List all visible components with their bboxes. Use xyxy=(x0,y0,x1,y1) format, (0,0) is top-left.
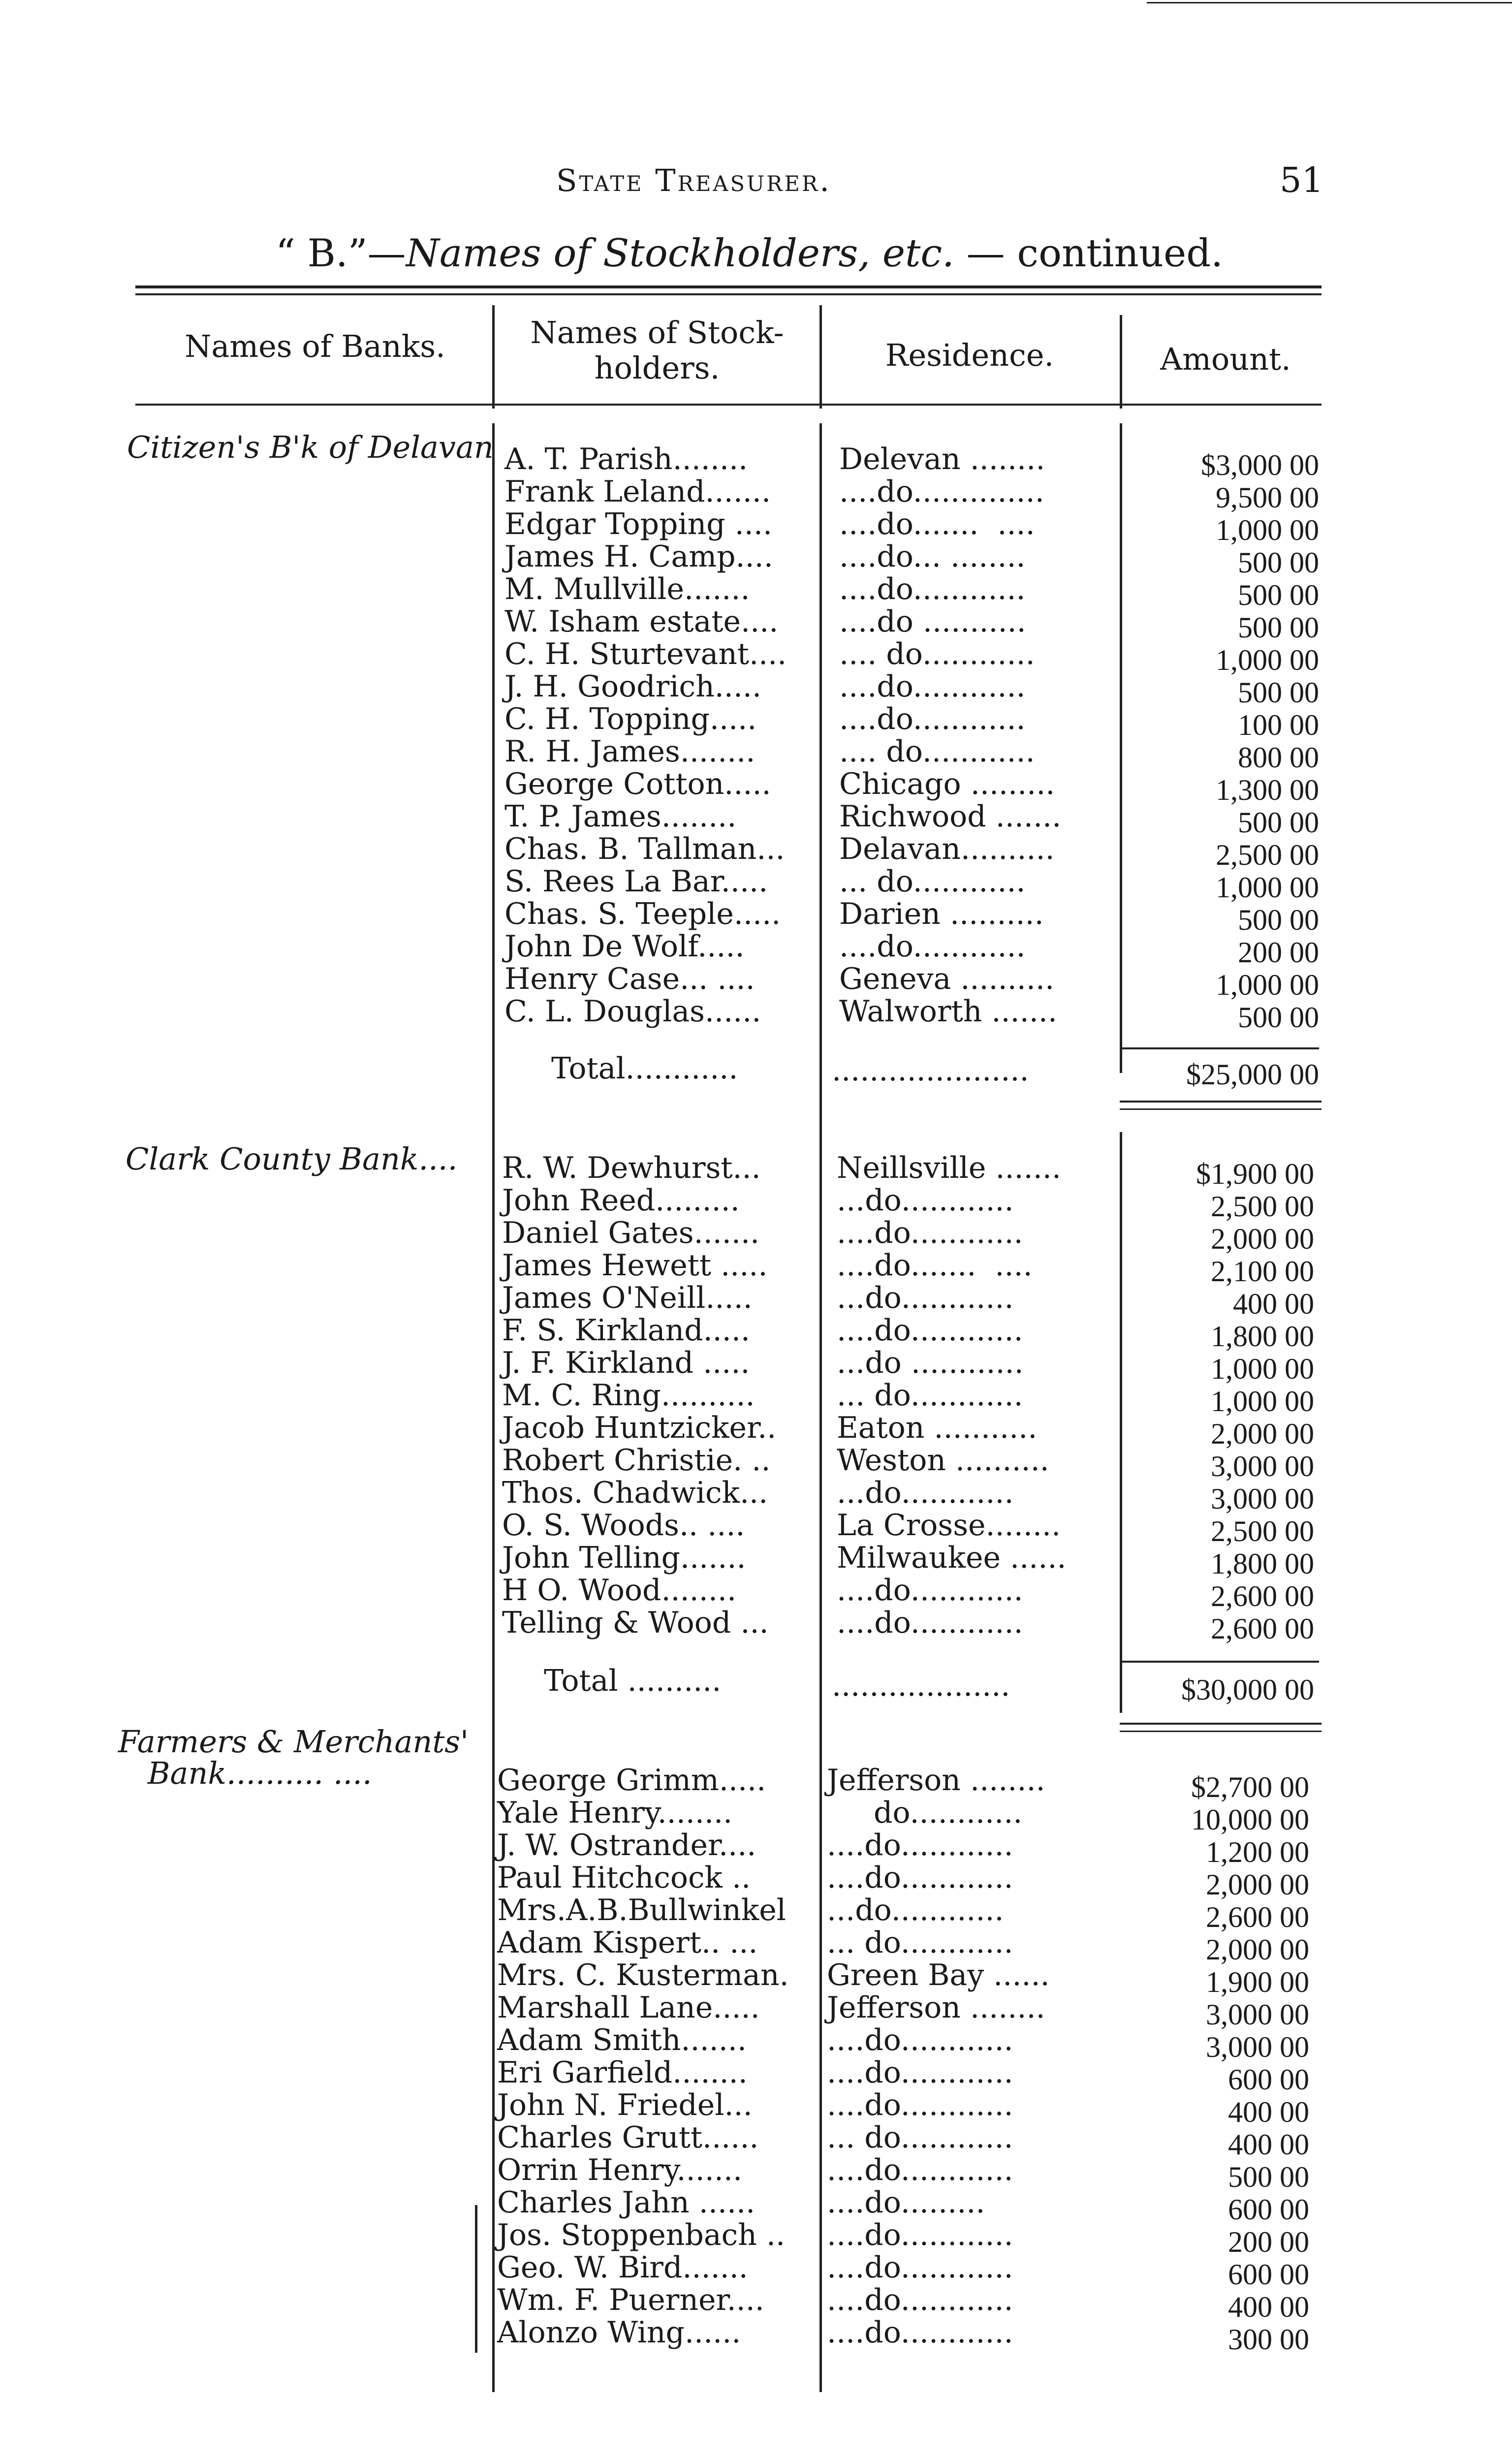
residence: Neillsville ....... xyxy=(837,1151,1061,1185)
column-divider xyxy=(492,305,495,409)
holder-name: Daniel Gates....... xyxy=(502,1216,760,1250)
holder-name: Orrin Henry....... xyxy=(497,2153,743,2187)
residence: ....do ........... xyxy=(839,604,1026,639)
residence: Geneva .......... xyxy=(839,962,1055,996)
residence: ...do............ xyxy=(837,1183,1014,1218)
amount: 1,200 00 xyxy=(1206,1836,1309,1868)
holder-name: C. H. Sturtevant.... xyxy=(504,637,787,671)
holder-name: Henry Case... .... xyxy=(504,962,755,996)
residence: ... do............ xyxy=(837,1378,1023,1413)
title-prefix: “ B.”— xyxy=(276,231,406,276)
holder-name: Chas. S. Teeple..... xyxy=(504,897,781,931)
total-label: Total............ xyxy=(551,1051,738,1086)
total-dots: ..................... xyxy=(832,1053,1029,1088)
residence: ...do............ xyxy=(837,1476,1014,1510)
holder-name: James Hewett ..... xyxy=(502,1248,768,1283)
residence: Weston .......... xyxy=(837,1443,1049,1478)
residence: ...do............ xyxy=(837,1281,1014,1315)
amount: 9,500 00 xyxy=(1216,481,1319,514)
bank-total: $25,000 00 xyxy=(1186,1058,1319,1091)
holder-name: George Cotton..... xyxy=(504,767,771,801)
residence: ... do............ xyxy=(827,1925,1013,1960)
residence: ....do....... .... xyxy=(837,1248,1033,1283)
holder-name: Charles Jahn ...... xyxy=(497,2185,756,2220)
amount: 2,100 00 xyxy=(1211,1255,1314,1288)
amount: 400 00 xyxy=(1233,1288,1314,1320)
amount: $1,900 00 xyxy=(1196,1158,1314,1190)
residence: Green Bay ...... xyxy=(827,1958,1050,1992)
holder-name: John De Wolf..... xyxy=(504,929,745,964)
amount: 2,600 00 xyxy=(1206,1901,1309,1933)
subtotal-rule xyxy=(1122,1661,1319,1663)
amount: $3,000 00 xyxy=(1201,449,1319,481)
bank-name: Farmers & Merchants' xyxy=(118,1724,469,1760)
amount: 500 00 xyxy=(1238,611,1319,644)
amount: 2,000 00 xyxy=(1211,1418,1314,1450)
amount: 3,000 00 xyxy=(1206,1998,1309,2031)
holder-name: Chas. B. Tallman... xyxy=(504,832,785,866)
bank-total: $30,000 00 xyxy=(1181,1673,1314,1706)
holder-name: Paul Hitchcock .. xyxy=(497,1861,751,1895)
amount: 600 00 xyxy=(1228,2258,1309,2291)
amount: 3,000 00 xyxy=(1211,1450,1314,1483)
residence: ...do............ xyxy=(827,1893,1004,1927)
residence: Jefferson ........ xyxy=(827,1763,1045,1798)
holder-name: John N. Friedel... xyxy=(497,2088,753,2122)
total-rule xyxy=(1120,1731,1322,1732)
holder-name: John Telling....... xyxy=(502,1541,746,1575)
header-rule xyxy=(135,404,1322,406)
running-head: State Treasurer. xyxy=(556,162,831,198)
residence: ....do............ xyxy=(827,2088,1013,2122)
amount: 100 00 xyxy=(1238,709,1319,741)
holder-name: J. H. Goodrich..... xyxy=(504,669,762,704)
residence: .... do............ xyxy=(839,734,1035,769)
residence: ....do............ xyxy=(839,669,1026,704)
holder-name: Adam Kispert.. ... xyxy=(497,1925,758,1960)
residence: ....do............ xyxy=(827,2023,1013,2057)
amount: 200 00 xyxy=(1238,936,1319,969)
amount: 500 00 xyxy=(1228,2161,1309,2193)
holder-name: Yale Henry........ xyxy=(497,1796,733,1830)
holder-name: George Grimm..... xyxy=(497,1763,766,1798)
top-edge-rule xyxy=(1147,2,1512,3)
amount: 500 00 xyxy=(1238,1001,1319,1034)
residence: Walworth ....... xyxy=(839,994,1057,1029)
bank-name: Citizen's B'k of Delavan xyxy=(127,429,494,465)
amount: 1,300 00 xyxy=(1216,774,1319,806)
holder-name: Telling & Wood ... xyxy=(502,1606,769,1640)
column-divider xyxy=(475,2205,477,2353)
holder-name: Eri Garfield........ xyxy=(497,2055,748,2090)
residence: ....do............ xyxy=(827,2250,1013,2285)
holder-name: Alonzo Wing...... xyxy=(497,2315,741,2350)
column-header-amount: Amount. xyxy=(1160,341,1291,377)
amount: 800 00 xyxy=(1238,741,1319,774)
holder-name: R. H. James........ xyxy=(504,734,756,769)
column-divider xyxy=(819,305,822,409)
residence: Richwood ....... xyxy=(839,799,1062,834)
column-header-holder-line2: holders. xyxy=(594,350,720,386)
bank-name: Clark County Bank.... xyxy=(126,1141,458,1177)
amount: 1,900 00 xyxy=(1206,1966,1309,1998)
amount: 2,000 00 xyxy=(1206,1868,1309,1901)
holder-name: Edgar Topping .... xyxy=(504,507,773,541)
amount: 1,000 00 xyxy=(1216,871,1319,904)
amount: 500 00 xyxy=(1238,579,1319,611)
holder-name: Thos. Chadwick... xyxy=(502,1476,768,1510)
amount: 1,800 00 xyxy=(1211,1547,1314,1580)
residence: ... do............ xyxy=(827,2120,1013,2155)
bank-name-continued: Bank.......... .... xyxy=(148,1755,372,1791)
residence: ....do............ xyxy=(827,1828,1013,1862)
holder-name: M. Mullville....... xyxy=(504,572,750,606)
amount: 1,800 00 xyxy=(1211,1320,1314,1353)
residence: ....do............ xyxy=(827,1861,1013,1895)
holder-name: Robert Christie. .. xyxy=(502,1443,771,1478)
residence: ....do............ xyxy=(839,929,1026,964)
residence: ....do............ xyxy=(827,2218,1013,2252)
column-divider xyxy=(1120,1132,1122,1713)
residence: do............ xyxy=(874,1796,1023,1830)
amount: 200 00 xyxy=(1228,2226,1309,2258)
residence: ....do............ xyxy=(837,1216,1023,1250)
residence: La Crosse........ xyxy=(837,1508,1061,1543)
holder-name: C. L. Douglas...... xyxy=(504,994,761,1029)
holder-name: Mrs.A.B.Bullwinkel xyxy=(497,1893,786,1927)
residence: ....do............ xyxy=(827,2315,1013,2350)
amount: 2,500 00 xyxy=(1211,1190,1314,1223)
residence: ....do....... .... xyxy=(839,507,1035,541)
amount: 600 00 xyxy=(1228,2193,1309,2226)
amount: 2,000 00 xyxy=(1206,1933,1309,1966)
page-number: 51 xyxy=(1280,160,1324,200)
column-divider xyxy=(492,423,495,2392)
amount: 1,000 00 xyxy=(1216,644,1319,676)
amount: 300 00 xyxy=(1228,2323,1309,2356)
residence: ....do......... xyxy=(827,2185,985,2220)
residence: Jefferson ........ xyxy=(827,1990,1045,2025)
amount: $2,700 00 xyxy=(1191,1771,1309,1803)
total-rule xyxy=(1120,1723,1322,1725)
amount: 500 00 xyxy=(1238,904,1319,936)
residence: Eaton ........... xyxy=(837,1411,1038,1445)
amount: 600 00 xyxy=(1228,2063,1309,2096)
amount: 2,600 00 xyxy=(1211,1612,1314,1645)
holder-name: J. W. Ostrander.... xyxy=(497,1828,756,1862)
subtotal-rule xyxy=(1122,1047,1319,1049)
total-rule xyxy=(1120,1101,1322,1103)
table-title xyxy=(276,231,1223,276)
column-header-residence: Residence. xyxy=(885,337,1054,373)
amount: 500 00 xyxy=(1238,806,1319,839)
residence: Chicago ......... xyxy=(839,767,1055,801)
holder-name: Charles Grutt...... xyxy=(497,2120,759,2155)
holder-name: W. Isham estate.... xyxy=(504,604,779,639)
holder-name: Wm. F. Puerner.... xyxy=(497,2283,764,2317)
holder-name: Jacob Huntzicker.. xyxy=(502,1411,777,1445)
amount: 1,000 00 xyxy=(1216,969,1319,1001)
holder-name: F. S. Kirkland..... xyxy=(502,1313,750,1348)
holder-name: O. S. Woods.. .... xyxy=(502,1508,745,1543)
amount: 500 00 xyxy=(1238,546,1319,579)
total-label: Total .......... xyxy=(544,1664,722,1698)
holder-name: James O'Neill..... xyxy=(502,1281,753,1315)
amount: 3,000 00 xyxy=(1206,2031,1309,2063)
holder-name: R. W. Dewhurst... xyxy=(502,1151,761,1185)
residence: ....do............ xyxy=(827,2283,1013,2317)
residence: ....do............ xyxy=(837,1606,1023,1640)
total-rule xyxy=(1120,1108,1322,1110)
amount: 1,000 00 xyxy=(1211,1353,1314,1385)
holder-name: Mrs. C. Kusterman. xyxy=(497,1958,789,1992)
amount: 2,600 00 xyxy=(1211,1580,1314,1612)
holder-name: Jos. Stoppenbach .. xyxy=(497,2218,786,2252)
column-header-holder-line1: Names of Stock- xyxy=(530,315,784,350)
amount: 400 00 xyxy=(1228,2128,1309,2161)
amount: 1,000 00 xyxy=(1211,1385,1314,1418)
residence: ....do... ........ xyxy=(839,539,1026,574)
amount: 400 00 xyxy=(1228,2096,1309,2128)
residence: Darien .......... xyxy=(839,897,1044,931)
residence: ....do............ xyxy=(837,1573,1023,1608)
residence: ....do............ xyxy=(827,2153,1013,2187)
residence: ....do............ xyxy=(839,572,1026,606)
residence: ....do............ xyxy=(839,702,1026,736)
residence: Milwaukee ...... xyxy=(837,1541,1067,1575)
amount: 2,000 00 xyxy=(1211,1223,1314,1255)
holder-name: J. F. Kirkland ..... xyxy=(502,1346,750,1380)
residence: .... do............ xyxy=(839,637,1035,671)
residence: Delevan ........ xyxy=(839,442,1045,476)
title-rule-bottom xyxy=(135,293,1322,295)
holder-name: C. H. Topping..... xyxy=(504,702,757,736)
holder-name: Adam Smith....... xyxy=(497,2023,747,2057)
total-dots: ................... xyxy=(832,1669,1010,1703)
amount: 2,500 00 xyxy=(1216,839,1319,871)
holder-name: John Reed......... xyxy=(502,1183,740,1218)
holder-name: A. T. Parish........ xyxy=(504,442,748,476)
amount: 1,000 00 xyxy=(1216,514,1319,546)
amount: 2,500 00 xyxy=(1211,1515,1314,1547)
title-rule-top xyxy=(135,285,1322,288)
column-divider xyxy=(819,423,822,2392)
residence: ....do............ xyxy=(827,2055,1013,2090)
residence: ....do............ xyxy=(837,1313,1023,1348)
column-header-bank: Names of Banks. xyxy=(185,328,445,364)
holder-name: M. C. Ring.......... xyxy=(502,1378,755,1413)
title-suffix: — continued. xyxy=(954,231,1223,276)
holder-name: S. Rees La Bar..... xyxy=(504,864,768,899)
amount: 400 00 xyxy=(1228,2291,1309,2323)
column-divider xyxy=(1120,315,1122,409)
residence: Delavan.......... xyxy=(839,832,1055,866)
amount: 3,000 00 xyxy=(1211,1483,1314,1515)
residence: ....do.............. xyxy=(839,474,1044,509)
residence: ... do............ xyxy=(839,864,1026,899)
amount: 500 00 xyxy=(1238,676,1319,709)
holder-name: T. P. James........ xyxy=(504,799,737,834)
holder-name: Geo. W. Bird....... xyxy=(497,2250,748,2285)
holder-name: Marshall Lane..... xyxy=(497,1990,760,2025)
column-header-holder xyxy=(497,315,817,386)
residence: ...do ............ xyxy=(837,1346,1024,1380)
title-italic: Names of Stockholders, etc. xyxy=(406,231,954,276)
holder-name: James H. Camp.... xyxy=(504,539,773,574)
holder-name: H O. Wood........ xyxy=(502,1573,737,1608)
amount: 10,000 00 xyxy=(1191,1803,1309,1836)
holder-name: Frank Leland....... xyxy=(504,474,771,509)
